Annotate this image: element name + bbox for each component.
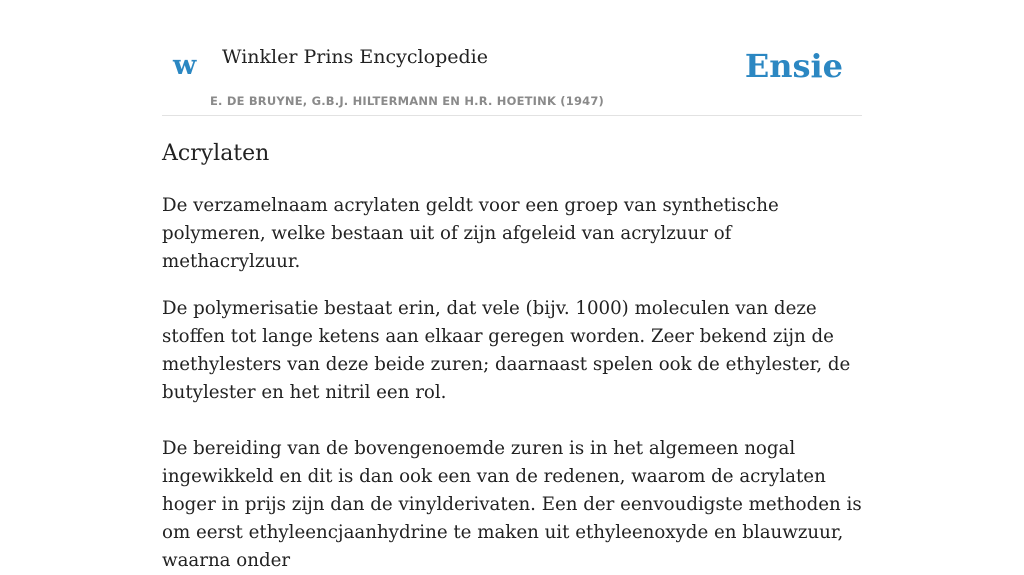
book-logo-icon[interactable]: w <box>173 50 197 81</box>
brand-logo[interactable]: Ensie <box>744 47 843 85</box>
book-authors: E. DE BRUYNE, G.B.J. HILTERMANN EN H.R. HOETINK (1947) <box>210 94 605 108</box>
article-paragraph: De verzamelnaam acrylaten geldt voor een groep van synthetische polymeren, welke bestaan uit of zijn afgeleid van acrylzuur of methacrylzuur. <box>162 194 779 272</box>
page <box>162 0 862 575</box>
article-paragraph: De bereiding van de bovengenoemde zuren is in het algemeen nogal ingewikkeld en dit is dan ook een van de redenen, waarom de acrylaten hoger in prijs zijn dan de vinylderivaten. Een der eenvoudigste methoden is om eerst ethyleencjaanhydrine te maken uit ethyleenoxyde en blauwzuur, waarna onder <box>162 437 862 571</box>
book-title[interactable]: Winkler Prins Encyclopedie <box>222 46 488 68</box>
header <box>162 0 862 116</box>
article-paragraph: De polymerisatie bestaat erin, dat vele (bijv. 1000) moleculen van deze stoffen tot lange ketens aan elkaar geregen worden. Zeer bekend zijn de methylesters van deze beide zuren; daarnaast spelen ook de ethylester, de butylester en het nitril een rol. <box>162 297 851 403</box>
article-title: Acrylaten <box>162 141 270 166</box>
